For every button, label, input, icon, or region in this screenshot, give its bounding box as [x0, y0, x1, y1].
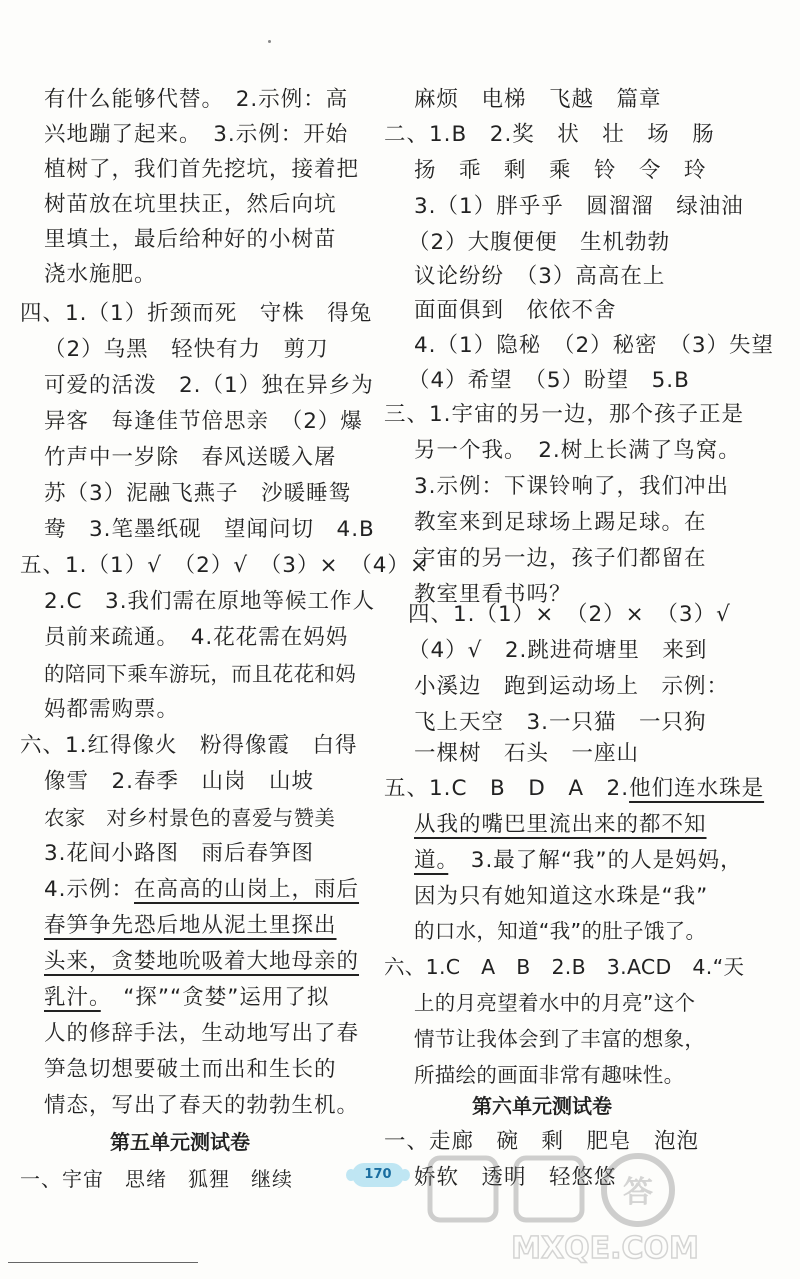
text-line: 所描绘的画面非常有趣味性。: [414, 1063, 685, 1087]
text-line: 另一个我。 2.树上长满了鸟窝。: [414, 438, 741, 463]
text-line: 异客 每逢佳节倍思亲 （2）爆: [44, 409, 363, 434]
underlined-text: 道。: [414, 848, 449, 873]
section-six-line: 六、1.C A B 2.B 3.ACD 4.“天: [384, 955, 745, 979]
section-three-line: 三、1.宇宙的另一边，那个孩子正是: [384, 402, 745, 427]
watermark-url: MXQE.COM: [511, 1231, 699, 1266]
text-line: [414, 847, 743, 877]
text-line: 员前来疏通。 4.花花需在妈妈: [44, 625, 349, 650]
section-six-line: 六、1.红得像火 粉得像霞 白得: [20, 733, 358, 758]
text-line: 笋急切想要破土而出和生长的: [44, 1057, 337, 1082]
underlined-line: 春笋争先恐后地从泥土里探出: [44, 913, 337, 938]
section-four-line: 四、1.（1）折颈而死 守株 得兔: [20, 301, 373, 326]
footer-rule: [8, 1262, 198, 1263]
text-line: 教室里看书吗？: [414, 582, 572, 607]
underlined-text: 他们连水珠是: [629, 776, 765, 801]
section-five-line: 五、1.（1）√ （2）√ （3）× （4）×: [20, 553, 429, 578]
plain-text: 3.最了解“我”的人是妈妈，: [470, 848, 743, 873]
section-five-line: [384, 775, 764, 805]
unit-five-heading: 第五单元测试卷: [110, 1130, 250, 1154]
svg-text:答: 答: [623, 1175, 653, 1210]
text-line: 浇水施肥。: [44, 262, 157, 287]
underlined-line: 头来，贪婪地吮吸着大地母亲的: [44, 949, 360, 974]
text-line: 树苗放在坑里扶正，然后向坑: [44, 192, 337, 217]
section-four-line: 四、1.（1）× （2）× （3）√: [408, 602, 731, 627]
text-line: [44, 876, 359, 906]
text-line: [44, 984, 329, 1014]
text-line: 3.（1）胖乎乎 圆溜溜 绿油油: [414, 194, 744, 219]
underlined-line: 从我的嘴巴里流出来的都不知: [414, 812, 707, 837]
text-line: 的陪同下乘车游玩，而且花花和妈: [44, 662, 356, 686]
text-line: 一棵树 石头 一座山: [414, 741, 640, 766]
text-line: 妈都需购票。: [44, 697, 180, 722]
text-line: 宇宙的另一边，孩子们都留在: [414, 546, 707, 571]
text-line: 上的月亮望着水中的月亮”这个: [414, 991, 696, 1015]
plain-text: “探”“贪婪”运用了拟: [123, 985, 330, 1010]
text-line: 兴地蹦了起来。 3.示例：开始: [44, 122, 349, 147]
text-line: 小溪边 跑到运动场上 示例：: [414, 674, 730, 699]
text-line: 2.C 3.我们需在原地等候工作人: [44, 589, 376, 614]
text-line: 扬 乖 剩 乘 铃 令 玲: [414, 158, 707, 183]
text-line: 教室来到足球场上踢足球。在: [414, 510, 707, 535]
text-line: 苏（3）泥融飞燕子 沙暖睡鸳: [44, 481, 352, 506]
text-line: 因为只有她知道这水珠是“我”: [414, 884, 709, 909]
page-number: 170: [352, 1163, 404, 1187]
underlined-text: 在高高的山岗上，雨后: [134, 877, 360, 902]
text-line: 议论纷纷 （3）高高在上: [414, 264, 666, 289]
watermark-logo: [420, 1150, 790, 1270]
text-line: （4）希望 （5）盼望 5.B: [408, 368, 690, 393]
speck-mark: [268, 40, 271, 43]
plain-text: 五、1.C B D A 2.: [384, 776, 630, 801]
text-line: 农家 对乡村景色的喜爱与赞美: [44, 806, 336, 830]
text-line: 飞上天空 3.一只猫 一只狗: [414, 710, 707, 735]
text-line: 的口水，知道“我”的肚子饿了。: [414, 919, 707, 943]
text-line: 可爱的活泼 2.（1）独在异乡为: [44, 373, 374, 398]
text-line: 情态，写出了春天的勃勃生机。: [44, 1093, 360, 1118]
text-line: （2）大腹便便 生机勃勃: [408, 230, 671, 255]
section-one-line: 一、走廊 碗 剩 肥皂 泡泡: [384, 1129, 700, 1154]
text-line: 人的修辞手法，生动地写出了春: [44, 1021, 360, 1046]
section-two-line: 二、1.B 2.奖 状 壮 场 肠: [384, 122, 715, 147]
unit-six-heading: 第六单元测试卷: [472, 1094, 612, 1118]
example-label: 4.示例：: [44, 877, 135, 902]
text-line: 情节让我体会到了丰富的想象，: [414, 1027, 706, 1051]
text-line: 3.花间小路图 雨后春笋图: [44, 841, 315, 866]
text-line: 有什么能够代替。 2.示例：高: [44, 87, 349, 112]
text-line: 一、宇宙 思绪 狐狸 继续: [20, 1167, 293, 1191]
text-line: 鸯 3.笔墨纸砚 望闻问切 4.B: [44, 517, 375, 542]
text-line: 面面俱到 依依不舍: [414, 298, 617, 323]
text-line: 4.（1）隐秘 （2）秘密 （3）失望: [414, 333, 775, 358]
text-line: 3.示例：下课铃响了，我们冲出: [414, 474, 730, 499]
text-line: 麻烦 电梯 飞越 篇章: [414, 87, 662, 112]
text-line: 里填土，最后给种好的小树苗: [44, 227, 337, 252]
text-line: 竹声中一岁除 春风送暖入屠: [44, 445, 337, 470]
text-line: 植树了，我们首先挖坑，接着把: [44, 157, 360, 182]
text-line: 像雪 2.春季 山岗 山坡: [44, 769, 315, 794]
text-line: 娇软 透明 轻悠悠: [414, 1165, 617, 1190]
text-line: （4）√ 2.跳进荷塘里 来到: [408, 638, 708, 663]
underlined-text: 乳汁。: [44, 985, 101, 1010]
text-line: （2）乌黑 轻快有力 剪刀: [44, 337, 329, 362]
